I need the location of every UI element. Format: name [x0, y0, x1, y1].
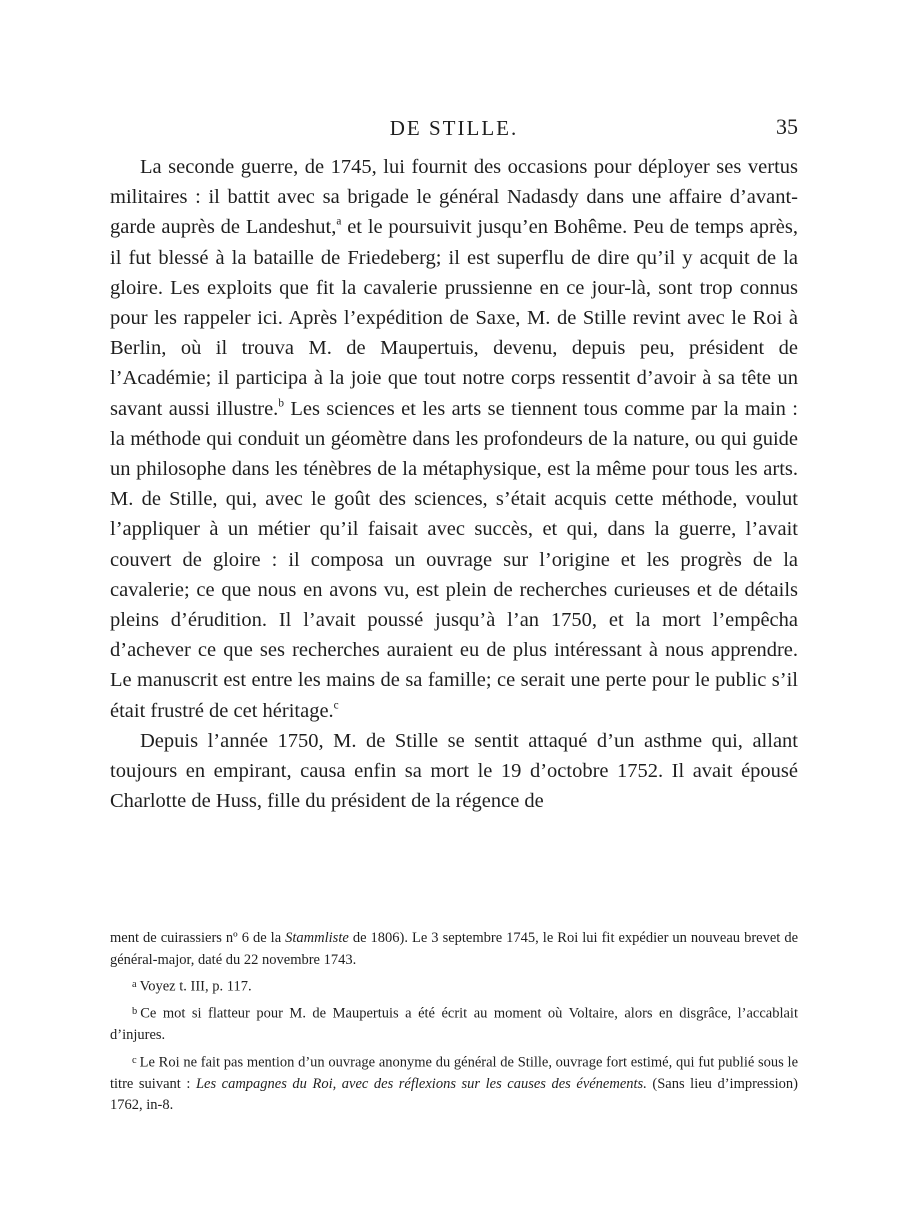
footnote-ref-c: c [333, 699, 339, 712]
footnote-c [110, 1050, 798, 1117]
footnote-c-part-2: (Sans lieu d’impression) 1762, in-8. [110, 1075, 799, 1114]
footnote-continuation-part-2: de 1806). Le 3 septembre 1745, le Roi lui fit expédier un nouveau brevet de général-major, daté du 22 novembre 1743. [110, 930, 799, 968]
footnote-c-part-1: Le Roi ne fait pas mention d’un ouvrage anonyme du général de Stille, ouvrage fort estimé, qui fut publié sous le titre suivant : [110, 1054, 798, 1092]
running-title: DE STILLE. [389, 116, 519, 140]
footnote-a-mark: a [132, 979, 137, 990]
footnote-b [110, 1001, 798, 1047]
footnote-continuation [110, 928, 798, 971]
footnote-continuation-italic: Stammliste [285, 930, 349, 946]
footnote-a [110, 974, 798, 998]
paragraph-2: Depuis l’année 1750, M. de Stille se sentit attaqué d’un asthme qui, allant toujours en empirant, causa enfin sa mort le 19 d’octobre 1752. Il avait épousé Charlotte de Huss, fille du président de la régence de [110, 729, 798, 813]
footnote-b-mark: b [132, 1006, 138, 1018]
paragraph-1-part-3: Les sciences et les arts se tiennent tous comme par la main : la méthode qui conduit un géomètre dans les profondeurs de la nature, ou qui guide un philosophe dans les ténèbres de la métaphysique, est la même pour tous les arts. M. de Stille, qui, avec le goût des sciences, s’était acquis cette méthode, voulut l’appliquer à un métier qu’il faisait avec succès, et qui, dans la guerre, l’avait couvert de gloire : il composa un ouvrage sur l’origine et les progrès de la cavalerie; ce que nous en avons vu, est plein de recherches curieuses et de détails pleins d’érudition. Il l’avait poussé jusqu’à l’an 1750, et la mort l’empêcha d’achever ce que ses recherches auraient eu de plus intéressant à nous apprendre. Le manuscrit est entre les mains de sa famille; ce serait une perte pour le public s’il était frustré de cet héritage. [110, 397, 798, 722]
footnote-a-text: Voyez t. III, p. 117. [139, 978, 252, 995]
footnotes [110, 928, 798, 1117]
footnote-c-mark: c [132, 1054, 137, 1066]
paragraph-1-part-1: La seconde guerre, de 1745, lui fournit des occasions pour déployer ses vertus militaires : il battit avec sa brigade le général Nadasdy dans une affaire d’avant-garde auprès de Landeshut, [110, 156, 798, 239]
footnote-c-italic: Les campagnes du Roi, avec des réflexions sur les causes des événements. [195, 1075, 647, 1092]
footnote-continuation-part-1: ment de cuirassiers nº 6 de la [110, 930, 286, 946]
paragraph-1-part-2: et le poursuivit jusqu’en Bohême. Peu de temps après, il fut blessé à la bataille de Friedeberg; il est superflu de dire qu’il y acquit de la gloire. Les exploits que fit la cavalerie prussienne en ce jour-là, sont trop connus pour les rappeler ici. Après l’expédition de Saxe, M. de Stille revint avec le Roi à Berlin, où il trouva M. de Maupertuis, devenu, depuis peu, président de l’Académie; il participa à la joie que tout notre corps ressentit d’avoir à sa tête un savant aussi illustre. [110, 216, 798, 420]
footnote-ref-b: b [278, 397, 284, 410]
main-text [110, 152, 798, 816]
footnote-b-text: Ce mot si flatteur pour M. de Maupertuis a été écrit au moment où Voltaire, alors en disgrâce, l’accablait d’injures. [110, 1005, 798, 1044]
page-number: 35 [776, 114, 798, 139]
footnote-ref-a: a [336, 215, 342, 228]
page-header [110, 112, 798, 142]
paragraph-1 [110, 152, 798, 726]
